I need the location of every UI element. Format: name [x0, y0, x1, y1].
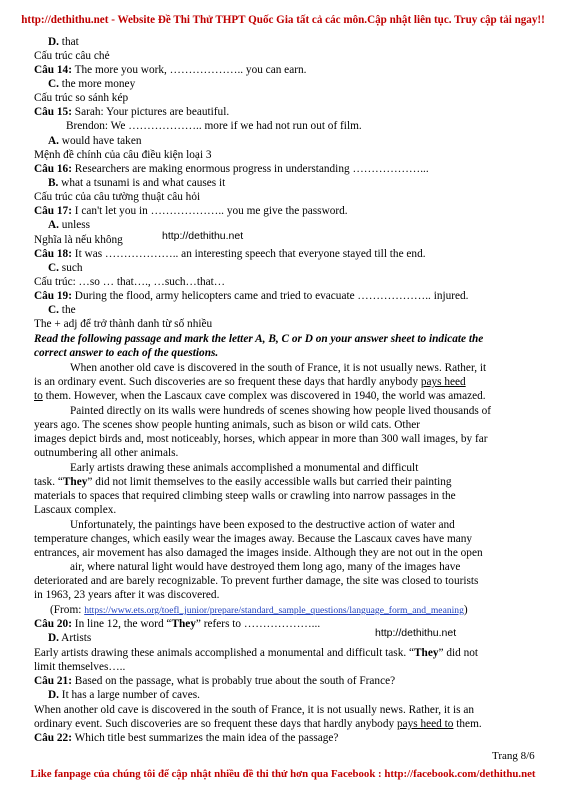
answer-line: D. It has a large number of caves.: [48, 689, 200, 701]
explanation-line: When another old cave is discovered in the south of France, it is not usually news. Rather, it is an: [34, 704, 475, 716]
answer-line: A. would have taken: [48, 135, 142, 147]
question-17: Câu 17: I can't let you in ……………….. you me give the password.: [34, 205, 348, 217]
question-16: Câu 16: Researchers are making enormous progress in understanding ………………...: [34, 163, 429, 175]
passage-line: in 1963, 23 years after it was discovered.: [34, 589, 220, 601]
page-number: Trang 8/6: [492, 750, 535, 762]
passage-line: entrances, air movement has also damaged the images inside. Although they are not out in the open: [34, 547, 483, 559]
passage-line: air, where natural light would have destroyed them long ago, many of the images have: [70, 561, 461, 573]
passage-line: temperature changes, which easily wear the images away. Because the Lascaux caves have many: [34, 533, 473, 545]
instruction-line: correct answer to each of the questions.: [34, 347, 219, 359]
passage-line: images depict birds and, most noticeably, horses, which appear in more than 300 wall images, by far: [34, 433, 488, 445]
answer-line: D. Artists: [48, 632, 92, 644]
watermark-link[interactable]: http://dethithu.net: [375, 627, 457, 639]
question-19: Câu 19: During the flood, army helicopters came and tried to evacuate ……………….. injured.: [34, 290, 469, 302]
passage-line: outnumbering all other animals.: [34, 447, 179, 459]
passage-line: years ago. The scenes show people hunting animals, such as bison or wild cats. Other: [34, 419, 420, 431]
passage-line: task. “They” did not limit themselves to the easily accessible walls but carried their painting: [34, 476, 452, 488]
passage-line: Painted directly on its walls were hundreds of scenes showing how people lived thousands of: [70, 405, 492, 417]
question-20: Câu 20: In line 12, the word “They” refers to ………………...: [34, 618, 321, 630]
passage-line: materials to spaces that required climbing steep walls or crawling into narrow passages in the: [34, 490, 456, 502]
question-21: Câu 21: Based on the passage, what is probably true about the south of France?: [34, 675, 396, 687]
passage-line: to them. However, when the Lascaux cave complex was discovered in 1940, the world was amazed.: [34, 390, 486, 402]
header-banner[interactable]: http://dethithu.net - Website Đề Thi Thử THPT Quốc Gia tất cả các môn.Cập nhật liên tục. Truy cập tải ngay!!: [21, 14, 545, 26]
answer-line: B. what a tsunami is and what causes it: [48, 177, 226, 189]
source-link[interactable]: https://www.ets.org/toefl_junior/prepare/standard_sample_questions/language_form_and_meaning: [84, 605, 464, 616]
explanation-line: Cấu trúc: …so … that…., …such…that…: [34, 276, 226, 288]
passage-line: Early artists drawing these animals accomplished a monumental and difficult: [70, 462, 419, 474]
explanation-line: Mệnh đề chính của câu điều kiện loại 3: [34, 149, 212, 161]
question-15: Câu 15: Sarah: Your pictures are beautiful.: [34, 106, 230, 118]
answer-line: C. the more money: [48, 78, 136, 90]
explanation-line: Cấu trúc của câu tường thuật câu hỏi: [34, 191, 201, 203]
explanation-line: Nghĩa là nếu không: [34, 234, 123, 246]
answer-line: C. the: [48, 304, 76, 316]
passage-line: Unfortunately, the paintings have been exposed to the destructive action of water and: [70, 519, 455, 531]
watermark-link[interactable]: http://dethithu.net: [162, 230, 244, 242]
explanation-line: limit themselves…..: [34, 661, 126, 673]
question-18: Câu 18: It was ……………….. an interesting speech that everyone stayed till the end.: [34, 248, 426, 260]
answer-line: C. such: [48, 262, 83, 274]
explanation-line: Cấu trúc so sánh kép: [34, 92, 129, 104]
question-15-dialogue: Brendon: We ……………….. more if we had not run out of film.: [66, 120, 362, 132]
answer-line: D. that: [48, 36, 79, 48]
question-14: Câu 14: The more you work, ……………….. you can earn.: [34, 64, 307, 76]
explanation-line: Early artists drawing these animals accomplished a monumental and difficult task. “They” did not: [34, 647, 479, 659]
passage-line: is an ordinary event. Such discoveries are so frequent these days that hardly anybody pays heed: [34, 376, 466, 388]
source-citation: (From: https://www.ets.org/toefl_junior/prepare/standard_sample_questions/language_form_and_meaning): [50, 604, 468, 616]
passage-line: deteriorated and are barely recognizable. To prevent further damage, the site was closed to tourists: [34, 575, 479, 587]
explanation-line: The + adj để trở thành danh từ số nhiều: [34, 318, 213, 330]
question-22: Câu 22: Which title best summarizes the main idea of the passage?: [34, 732, 339, 744]
explanation-line: ordinary event. Such discoveries are so frequent these days that hardly anybody pays heed to them.: [34, 718, 482, 730]
instruction-line: Read the following passage and mark the letter A, B, C or D on your answer sheet to indicate the: [34, 333, 484, 345]
passage-line: Lascaux complex.: [34, 504, 117, 516]
answer-line: A. unless: [48, 219, 91, 231]
passage-line: When another old cave is discovered in the south of France, it is not usually news. Rather, it: [70, 362, 487, 374]
footer-banner[interactable]: Like fanpage của chúng tôi để cập nhật nhiều đề thi thử hơn qua Facebook : http://facebook.com/dethithu.net: [30, 768, 536, 780]
explanation-line: Cấu trúc câu chẻ: [34, 50, 110, 62]
